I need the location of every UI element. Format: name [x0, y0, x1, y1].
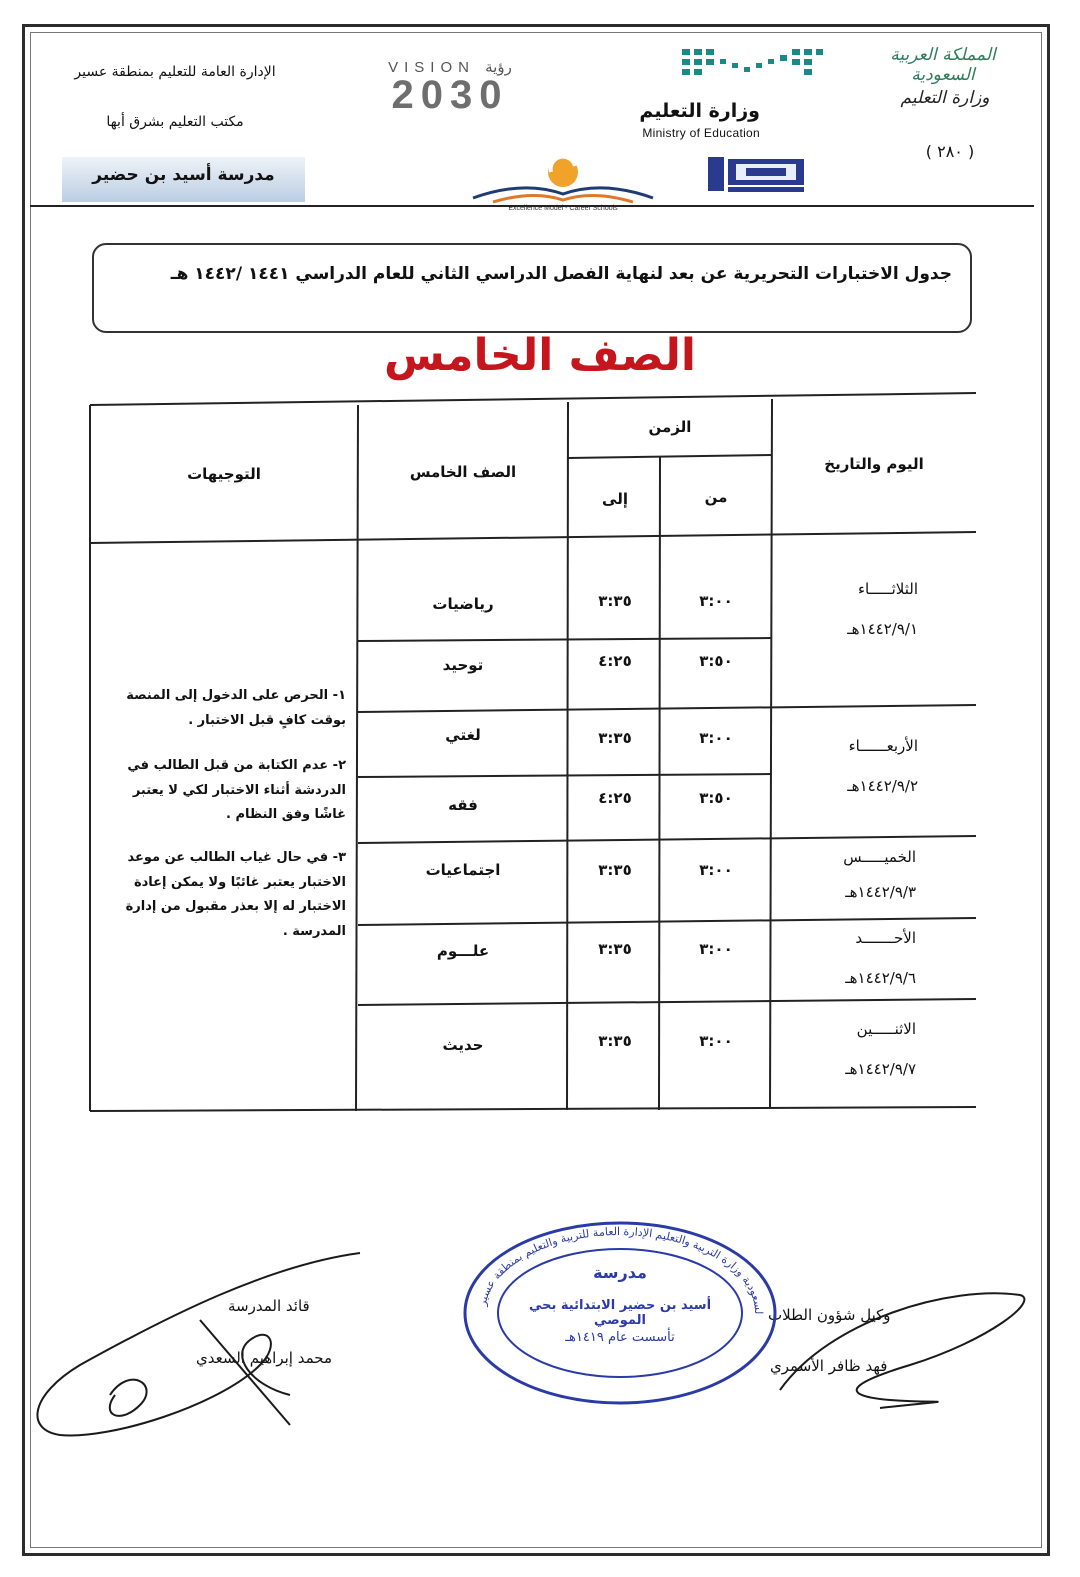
- header-grade: الصف الخامس: [409, 463, 517, 481]
- region-directorate: الإدارة العامة للتعليم بمنطقة عسير: [74, 64, 276, 80]
- header-instructions: التوجيهات: [187, 465, 261, 483]
- day-name: الخميـــــس: [843, 848, 916, 866]
- day-date: ١٤٤٢/٩/٧هـ: [845, 1060, 916, 1078]
- instruction-item: ٣- في حال غياب الطالب عن موعد الاختبار يعتبر غائبًا ولا يمكن إعادة الاختبار له إلا بعذر مقبول من إدارة المدرسة .: [125, 850, 346, 940]
- deputy-name: فهد ظافر الأسمري: [770, 1357, 888, 1375]
- subject-cell: فقه: [448, 796, 478, 814]
- day-date: ١٤٤٢/٩/١هـ: [847, 620, 918, 638]
- time-from-cell: ٣:٠٠: [699, 861, 733, 879]
- header-to: إلى: [602, 490, 628, 508]
- day-date: ١٤٤٢/٩/٢هـ: [847, 777, 918, 795]
- subject-cell: لغتي: [445, 726, 481, 744]
- time-from-cell: ٣:٥٠: [699, 789, 733, 807]
- header-time: الزمن: [648, 418, 692, 436]
- kingdom-calligraphy: المملكة العربية السعودية: [890, 45, 996, 85]
- day-name: الاثنـــــين: [856, 1020, 916, 1038]
- school-name: مدرسة أسيد بن حضير: [92, 165, 275, 185]
- emblem-caption: Excellence Model - Career Schools: [508, 205, 618, 212]
- day-name: الأربعــــــاء: [848, 737, 918, 755]
- deputy-role: وكيل شؤون الطلاب: [768, 1306, 891, 1324]
- day-date: ١٤٤٢/٩/٦هـ: [845, 969, 916, 987]
- instruction-item: ٢- عدم الكتابة من قبل الطالب في الدردشة أثناء الاختبار لكي لا يعتبر غاشًا وفق النظام .: [127, 758, 346, 823]
- time-to-cell: ٣:٣٥: [598, 592, 632, 610]
- subject-cell: علـــوم: [436, 942, 490, 960]
- document-number: ( ٢٨٠ ): [925, 142, 975, 161]
- subject-cell: اجتماعيات: [425, 861, 501, 879]
- vision-year: 2030: [391, 73, 509, 117]
- principal-name: محمد إبراهيم السعدي: [196, 1349, 332, 1367]
- vision-word: VISION رؤية: [388, 59, 512, 76]
- day-date: ١٤٤٢/٩/٣هـ: [845, 883, 916, 901]
- school-stamp: [460, 1218, 780, 1412]
- time-from-cell: ٣:٠٠: [699, 729, 733, 747]
- time-to-cell: ٤:٢٥: [598, 789, 632, 807]
- stamp-school-word: مدرسة: [593, 1263, 647, 1282]
- stamp-founded-year: تأسست عام ١٤١٩هـ: [565, 1330, 675, 1345]
- subject-cell: حديث: [442, 1036, 484, 1054]
- day-name: الثلاثـــــاء: [858, 580, 918, 598]
- time-from-cell: ٣:٠٠: [699, 592, 733, 610]
- time-from-cell: ٣:٠٠: [699, 1032, 733, 1050]
- subject-cell: توحيد: [442, 656, 484, 674]
- ministry-calligraphy: وزارة التعليم: [900, 88, 990, 108]
- subject-cell: رياضيات: [432, 595, 494, 613]
- time-to-cell: ٣:٣٥: [598, 729, 632, 747]
- time-to-cell: ٣:٣٥: [598, 1032, 632, 1050]
- time-to-cell: ٤:٢٥: [598, 652, 632, 670]
- stamp-school-name: أسيد بن حضير الابتدائية بحي الموصي: [528, 1298, 712, 1328]
- header-day-date: اليوم والتاريخ: [824, 455, 924, 473]
- grade-heading: الصف الخامس: [384, 330, 696, 381]
- day-name: الأحـــــــد: [855, 929, 916, 947]
- time-to-cell: ٣:٣٥: [598, 940, 632, 958]
- ministry-name-english: Ministry of Education: [642, 126, 760, 140]
- ministry-name: وزارة التعليم: [639, 100, 760, 122]
- instruction-item: ١- الحرص على الدخول إلى المنصة بوقت كافٍ قبل الاختبار .: [126, 688, 346, 728]
- header-from: من: [704, 488, 728, 506]
- time-from-cell: ٣:٥٠: [699, 652, 733, 670]
- deputy-signature-scribble: [770, 1280, 1040, 1410]
- principal-signature-scribble: [20, 1245, 370, 1445]
- schedule-title: جدول الاختبارات التحريرية عن بعد لنهاية الفصل الدراسي الثاني للعام الدراسي ١٤٤١ /١٤٤٢ هـ: [170, 264, 952, 284]
- time-to-cell: ٣:٣٥: [598, 861, 632, 879]
- education-office: مكتب التعليم بشرق أبها: [106, 114, 244, 130]
- time-from-cell: ٣:٠٠: [699, 940, 733, 958]
- stamp-ring-text: لسعودية وزارة التربية والتعليم الإدارة العامة للتربية والتعليم بمنطقة عسير: [475, 1224, 766, 1315]
- principal-role: قائد المدرسة: [228, 1297, 310, 1315]
